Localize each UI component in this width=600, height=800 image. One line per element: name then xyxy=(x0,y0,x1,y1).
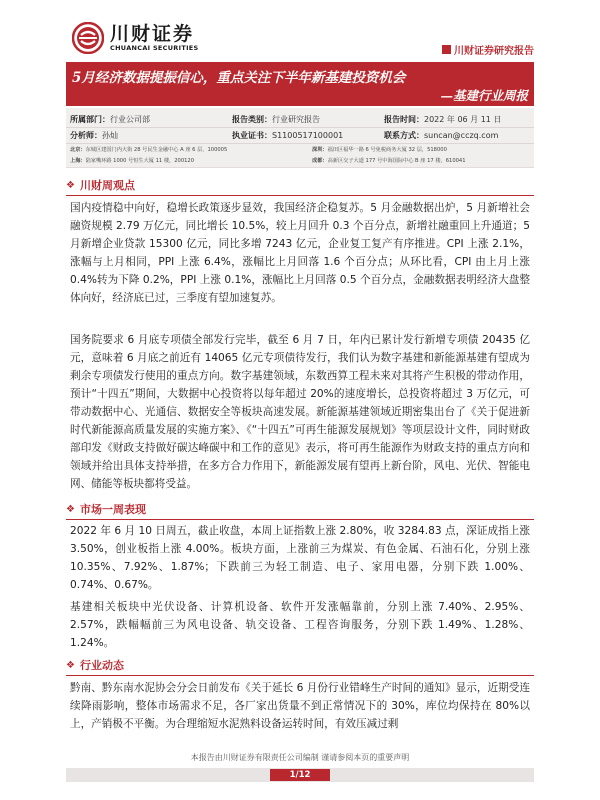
address-chengdu xyxy=(312,157,466,164)
dept-value: 行业公司部 xyxy=(110,115,150,124)
company-logo xyxy=(72,20,199,56)
paragraph-cement: 黔南、黔东南水泥协会分会日前发布《关于延长 6 月份行业错峰生产时间的通知》显示，近期受连续降雨影响，整体市场需求不足，各厂家出货量不到正常情况下的 30%，库位均保持在 80%以上，产销极不平衡。为合理缩短水泥熟料设备运转时间，有效压减过剩 xyxy=(70,682,530,730)
meta-analyst xyxy=(70,130,118,141)
section-market xyxy=(66,500,534,520)
section-heading: 川财周观点 xyxy=(79,179,135,192)
analyst-value: 孙灿 xyxy=(102,131,118,140)
section-rule xyxy=(66,675,534,676)
cert-label: 执业证书： xyxy=(232,131,272,140)
date-label: 报告时间： xyxy=(384,115,424,124)
logo-emblem-icon xyxy=(72,22,104,54)
paragraph-index: 2022 年 6 月 10 日周五，截止收盘，本周上证指数上涨 2.80%，收 3284.83 点，深证成指上涨 3.50%，创业板指上涨 4.00%。板块方面，上涨前三为煤炭、有色金属、石油石化，分别上涨 10.35%、7.92%、1.87%；下跌前三为轻工制造、电子、家用电器，分别下跌 1.00%、0.74%、0.67%。 xyxy=(70,525,530,591)
section-rule xyxy=(66,195,534,196)
report-subtitle: —基建行业周报 xyxy=(440,88,528,103)
contact-value: suncan@cczq.com xyxy=(424,131,499,140)
paragraph-sectors: 基建相关板块中光伏设备、计算机设备、软件开发涨幅靠前，分别上涨 7.40%、2.95%、2.57%，跌幅幅前三为风电设备、轨交设备、工程咨询服务，分别下跌 1.49%、1.28%、1.24%。 xyxy=(70,601,530,649)
diamond-icon: ❖ xyxy=(66,179,75,191)
address-text: 陆家嘴环路 1000 号恒生大厦 11 楼，200120 xyxy=(85,158,195,164)
address-city: 深圳： xyxy=(312,147,328,153)
date-value: 2022 年 06 月 11 日 xyxy=(424,115,502,124)
section-heading: 行业动态 xyxy=(79,659,124,672)
address-text: 福田区福华一路 6 号免税商务大厦 32 层，518000 xyxy=(327,147,447,153)
section-industry-news xyxy=(66,656,534,676)
report-title: 5月经济数据提振信心，重点关注下半年新基建投资机会 xyxy=(72,70,406,86)
meta-divider xyxy=(66,127,534,128)
address-city: 成都： xyxy=(312,158,328,164)
meta-dept xyxy=(70,114,150,125)
analyst-label: 分析师： xyxy=(70,131,102,140)
meta-type xyxy=(232,114,320,125)
cert-value: S1100517100001 xyxy=(272,131,344,140)
section-heading: 市场一周表现 xyxy=(79,503,146,516)
section-weekly-view xyxy=(66,176,534,196)
address-text: 高新区交子大道 177 号中海国际中心 B 座 17 楼，610041 xyxy=(327,158,466,164)
address-city: 北京： xyxy=(70,147,86,153)
logo-cn-text: 川财证券 xyxy=(110,22,195,45)
dept-label: 所属部门： xyxy=(70,115,110,124)
footer-disclaimer: 本报告由川财证券有限责任公司编制 谨请参阅本页的重要声明 xyxy=(190,753,410,762)
type-label: 报告类别： xyxy=(232,115,272,124)
type-value: 行业研究报告 xyxy=(272,115,320,124)
brand-tag-label: 川财证券研究报告 xyxy=(454,46,534,57)
meta-divider xyxy=(66,143,534,144)
diamond-icon: ❖ xyxy=(66,659,75,671)
address-shanghai xyxy=(70,157,194,164)
contact-label: 联系方式： xyxy=(384,131,424,140)
title-band xyxy=(66,62,534,106)
diamond-icon: ❖ xyxy=(66,503,75,515)
brand-tag xyxy=(442,42,534,57)
logo-en-text: CHUANCAI SECURITIES xyxy=(110,43,199,52)
address-shenzhen xyxy=(312,146,447,153)
address-beijing xyxy=(70,146,227,153)
meta-cert xyxy=(232,130,343,141)
page-number: 1/12 xyxy=(270,769,330,781)
meta-contact xyxy=(384,130,498,141)
meta-date xyxy=(384,114,501,125)
address-text: 东城区建国门内大街 28 号民生金融中心 A 座 6 层，100005 xyxy=(85,147,228,153)
brand-square-icon xyxy=(442,45,451,54)
paragraph-special-bonds: 国务院要求 6 月底专项债全部发行完毕，截至 6 月 7 日，年内已累计发行新增专项债 20435 亿元，意味着 6 月底之前近有 14065 亿元专项债待发行，我们认为数字基建和新能源基建有望成为剩余专项债发行使用的重点方向。数字基建领域，东数西算工程未来对其将产生积极的带动作用，预计“十四五”期间，大数据中心投资将以每年超过 20%的速度增长，总投资将超过 3 万亿元，可带动数据中心、光通信、数据安全等板块高速发展。新能源基建领域近期密集出台了《关于促进新时代新能源高质量发展的实施方案》、《“十四五”可再生能源发展规划》等项层设计文件，同时财政部印发《财政支持做好碳达峰碳中和工作的意见》表示，将可再生能源作为财政支持的重点方向和领域并给出具体支持举措，在多方合力作用下，新能源发展有望再上新台阶，风电、光伏、智能电网、储能等板块都将受益。 xyxy=(70,334,530,490)
report-meta xyxy=(66,108,534,168)
paragraph-macro: 国内疫情稳中向好，稳增长政策逐步显效，我国经济企稳复苏。5 月金融数据出炉，5 月新增社会融资规模 2.79 万亿元，同比增长 10.5%，较上月回升 0.3 个百分点，新增社融重回上升通道；5 月新增企业贷款 15300 亿元，同比多增 7243 亿元，企业复工复产有序推进。CPI 上涨 2.1%，涨幅与上月相同，PPI 上涨 6.4%，涨幅比上月回落 1.6 个百分点；从环比看，CPI 由上月上涨 0.4%转为下降 0.2%，PPI 上涨 0.1%，涨幅比上月回落 0.5 个百分点，金融数据表明经济大盘整体向好，经济底已过，三季度有望加速复苏。 xyxy=(70,202,530,304)
address-city: 上海： xyxy=(70,158,86,164)
section-rule xyxy=(66,519,534,520)
